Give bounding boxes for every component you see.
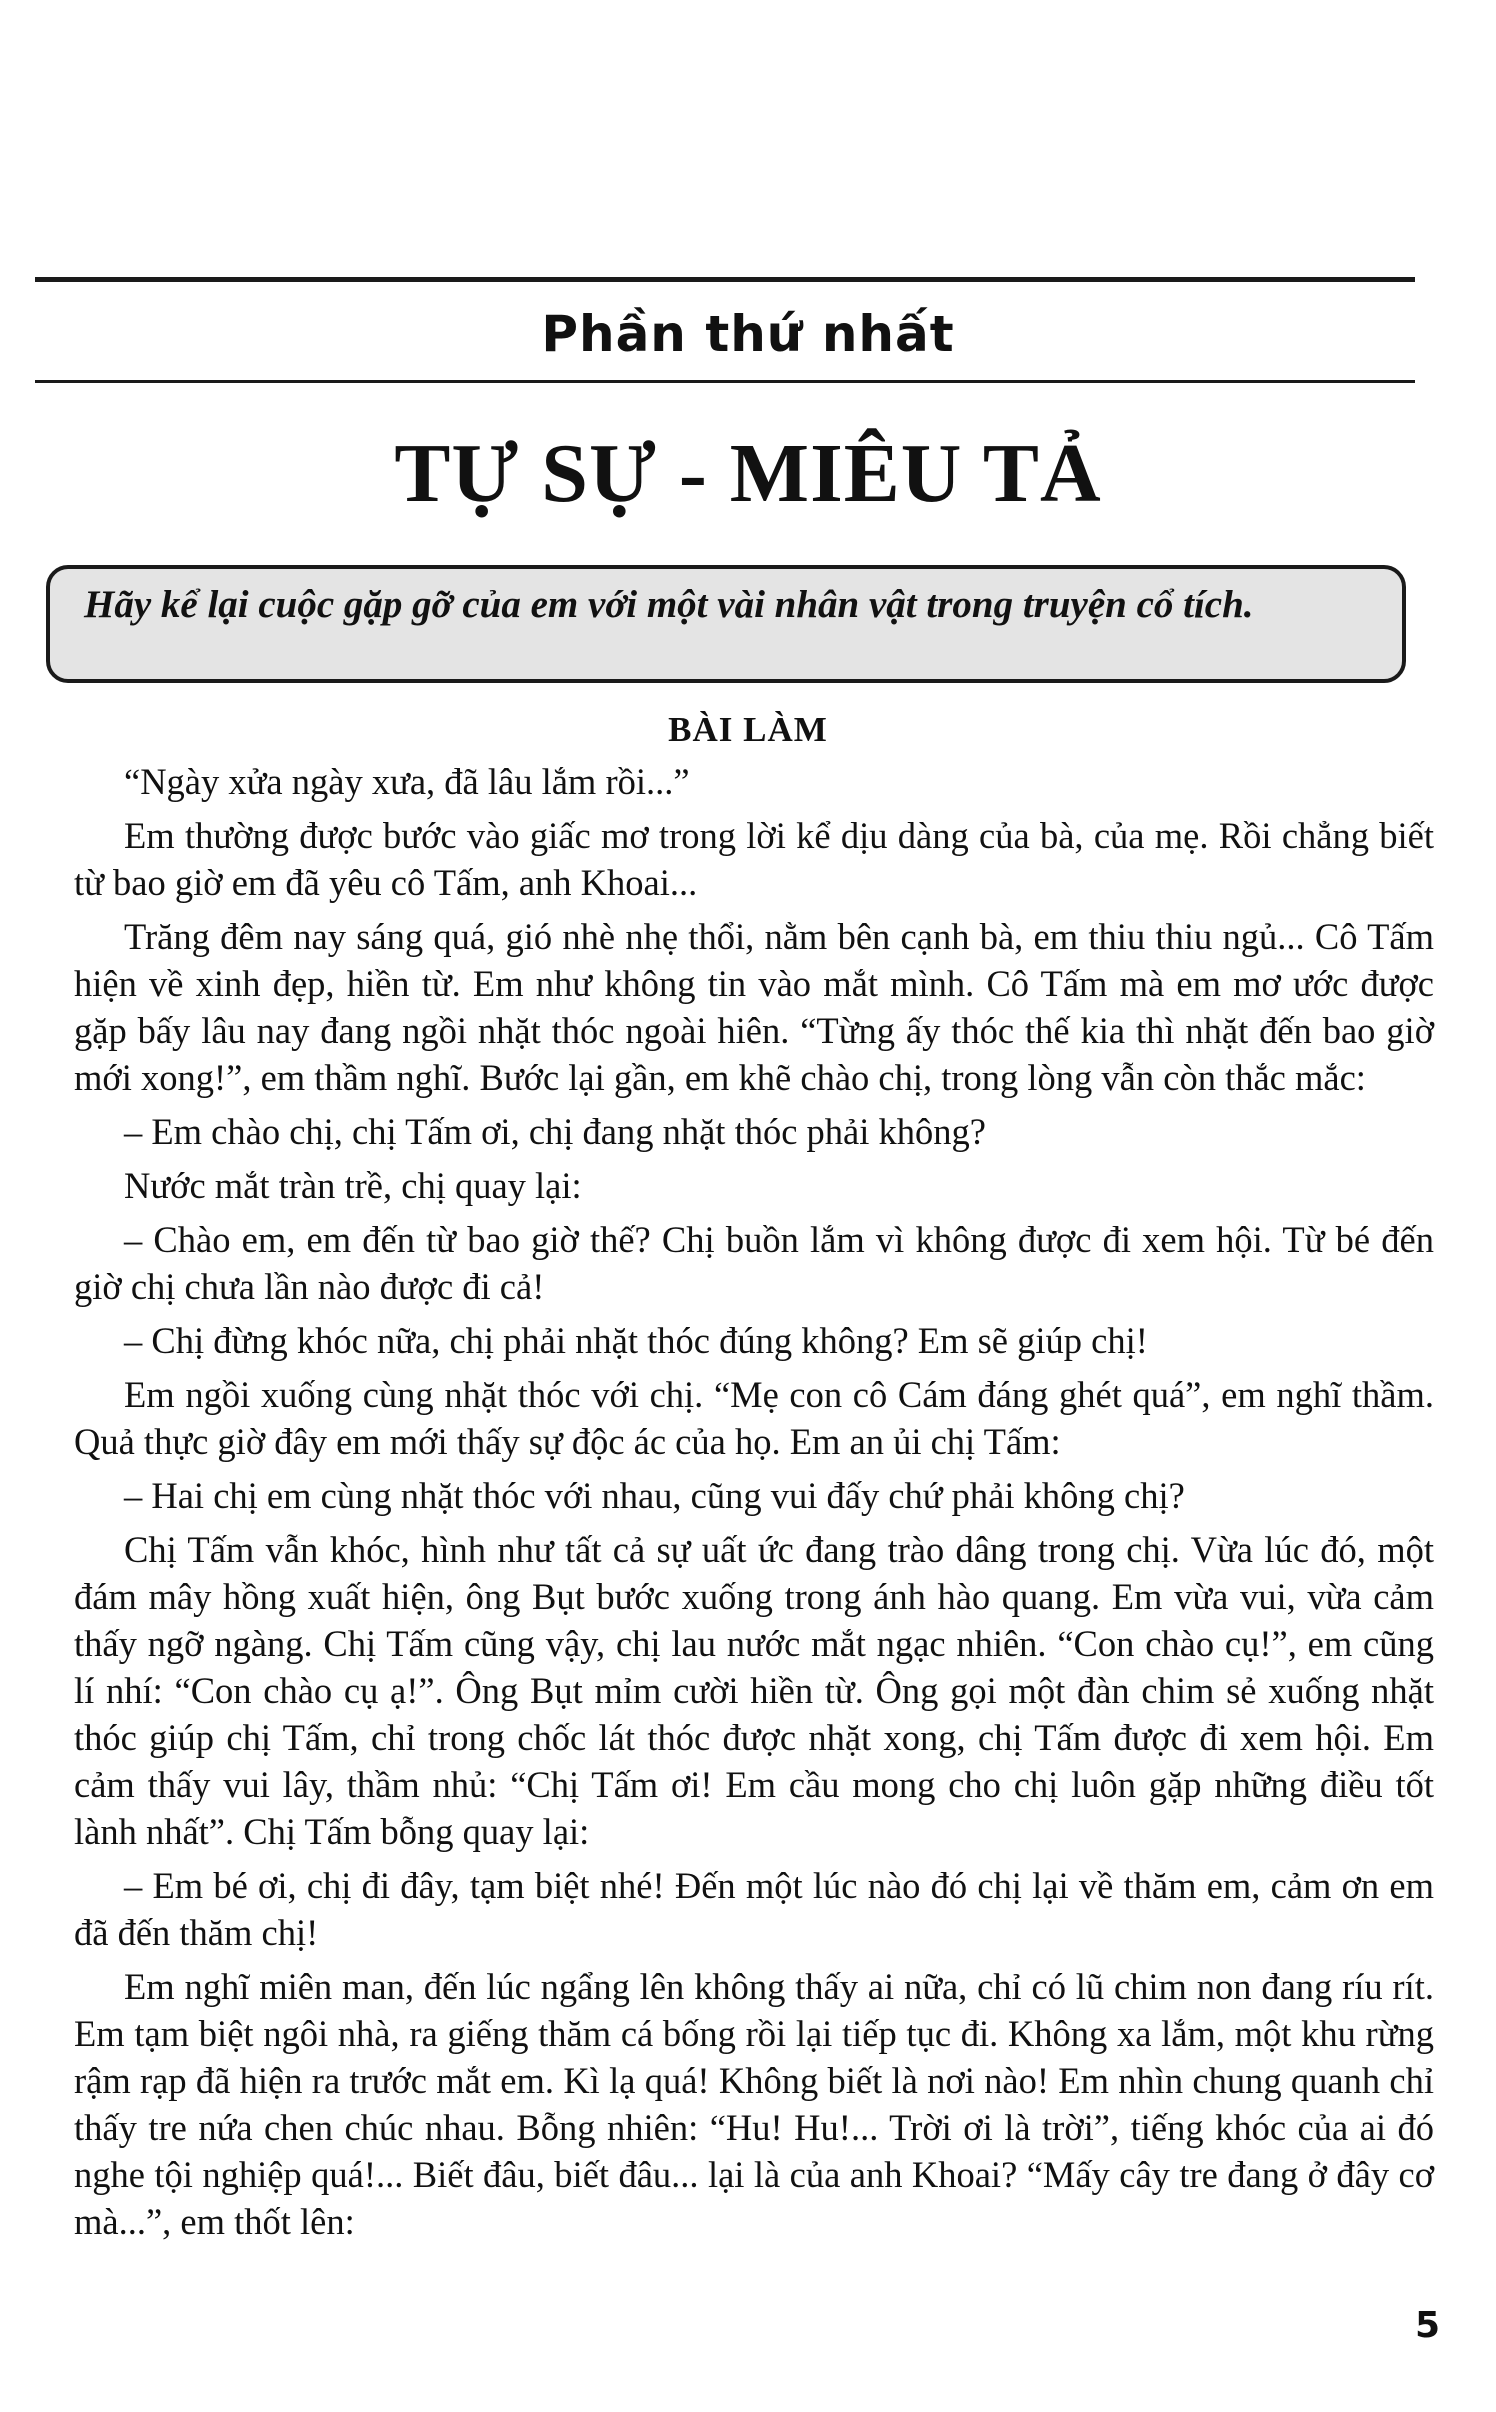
essay-paragraph: Em thường được bước vào giấc mơ trong lời kể dịu dàng của bà, của mẹ. Rồi chẳng biết từ bao giờ em đã yêu cô Tấm, anh Khoai... [74, 815, 1434, 903]
essay-paragraph: Em nghĩ miên man, đến lúc ngẩng lên không thấy ai nữa, chỉ có lũ chim non đang ríu rít. Em tạm biệt ngôi nhà, ra giếng thăm cá bống rồi lại tiếp tục đi. Không xa lắm, một khu rừng rậm rạp đã hiện ra trước mắt em. Kì lạ quá! Không biết là nơi nào! Em nhìn chung quanh chỉ thấy tre nứa chen chúc nhau. Bỗng nhiên: “Hu! Hu!... Trời ơi là trời”, tiếng khóc của ai đó nghe tội nghiệp quá!... Biết đâu, biết đâu... lại là của anh Khoai? “Mấy cây tre đang ở đây cơ mà...”, em thốt lên: [74, 1966, 1434, 2242]
essay-paragraph: – Em chào chị, chị Tấm ơi, chị đang nhặt thóc phải không? [124, 1111, 986, 1152]
assignment-prompt-box [46, 565, 1406, 683]
page-number: 5 [1414, 2305, 1440, 2346]
essay-paragraph: “Ngày xửa ngày xưa, đã lâu lắm rồi...” [124, 761, 690, 802]
section-title: TỰ SỰ - MIÊU TẢ [394, 427, 1102, 520]
essay-body [74, 758, 1434, 2252]
essay-paragraph: – Hai chị em cùng nhặt thóc với nhau, cũng vui đấy chứ phải không chị? [124, 1475, 1185, 1516]
header-bottom-rule [35, 380, 1415, 383]
header-top-rule [35, 277, 1415, 282]
essay-heading: BÀI LÀM [668, 710, 828, 749]
essay-paragraph: Chị Tấm vẫn khóc, hình như tất cả sự uất ức đang trào dâng trong chị. Vừa lúc đó, một đám mây hồng xuất hiện, ông Bụt bước xuống trong ánh hào quang. Em vừa vui, vừa cảm thấy ngỡ ngàng. Chị Tấm cũng vậy, chị lau nước mắt ngạc nhiên. “Con chào cụ!”, em cũng lí nhí: “Con chào cụ ạ!”. Ông Bụt mỉm cười hiền từ. Ông gọi một đàn chim sẻ xuống nhặt thóc giúp chị Tấm, chỉ trong chốc lát thóc được nhặt xong, chị Tấm được đi xem hội. Em cảm thấy vui lây, thầm nhủ: “Chị Tấm ơi! Em cầu mong cho chị luôn gặp những điều tốt lành nhất”. Chị Tấm bỗng quay lại: [74, 1529, 1434, 1852]
essay-paragraph: Trăng đêm nay sáng quá, gió nhè nhẹ thổi, nằm bên cạnh bà, em thiu thiu ngủ... Cô Tấm hiện về xinh đẹp, hiền từ. Em như không tin vào mắt mình. Cô Tấm mà em mơ ước được gặp bấy lâu nay đang ngồi nhặt thóc ngoài hiên. “Từng ấy thóc thế kia thì nhặt đến bao giờ mới xong!”, em thầm nghĩ. Bước lại gần, em khẽ chào chị, trong lòng vẫn còn thắc mắc: [74, 916, 1434, 1098]
assignment-prompt: Hãy kể lại cuộc gặp gỡ của em với một vài nhân vật trong truyện cổ tích. [84, 583, 1254, 626]
essay-paragraph: – Chị đừng khóc nữa, chị phải nhặt thóc đúng không? Em sẽ giúp chị! [124, 1320, 1148, 1361]
essay-paragraph: – Em bé ơi, chị đi đây, tạm biệt nhé! Đến một lúc nào đó chị lại về thăm em, cảm ơn em đã đến thăm chị! [74, 1865, 1434, 1953]
essay-paragraph: Em ngồi xuống cùng nhặt thóc với chị. “Mẹ con cô Cám đáng ghét quá”, em nghĩ thầm. Quả thực giờ đây em mới thấy sự độc ác của họ. Em an ủi chị Tấm: [74, 1374, 1434, 1462]
essay-paragraph: – Chào em, em đến từ bao giờ thế? Chị buồn lắm vì không được đi xem hội. Từ bé đến giờ chị chưa lần nào được đi cả! [74, 1219, 1434, 1307]
part-label: Phần thứ nhất [541, 305, 955, 363]
essay-paragraph: Nước mắt tràn trề, chị quay lại: [124, 1165, 582, 1206]
